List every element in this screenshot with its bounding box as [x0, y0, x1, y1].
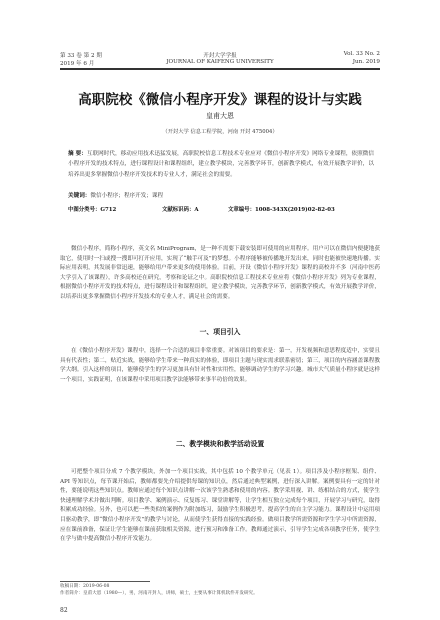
header-date-cn: 2019 年 6 月 [60, 61, 95, 67]
abstract-label: 摘 要： [68, 151, 87, 157]
section-heading-1: 一、项目引入 [199, 328, 241, 336]
running-header-line-1 [60, 51, 380, 59]
footnote-author-bio: 作者简介：皇甫大恩（1980—），男，河南开封人，讲师，硕士，主要从事计算机软件开发研究。 [60, 591, 258, 596]
header-volume-en: Vol. 33 No. 2 [343, 51, 380, 57]
footnote-rule [60, 581, 150, 582]
section-2-paragraph: 可把整个项目分成 7 个教学模块，外加一个项目实战，其中包括 10 个教学单元（见表 1）。项目涉及小程序框架、组件、API 等知识点，每节课开始后，教师都要先介绍提供每课的知识点，然后通过典型案例，进行深入讲解。案例要具有一定的针对性，要能说明这些知识点。教师应通过每个知识点讲解一次该学生熟悉和使用的内容。教学采用视、讲、练相结合的方式，使学生快速理解学术并做出判断。项目教学、案例演示、反复练习、课堂讲解等，让学生相互独立完成每个项目，开展学习与研究，取得积累成功经验。另外，也可以把一些类似的案例作为附加练习，鼓励学生积极思考，提高学生的自主学习能力。课程设计中运用项目驱动教学，即“微信小程序开发”的教学与讨论，从而使学生获得直接的实践经验。做项目教学所需资源和学生学习中所需资源，应在课前准备，保证让学生能够在课前获取相关资源，进行预习和准备工作。教师通过演示，引导学生完成各项教学任务，使学生在学与做中提高微信小程序开发能力。 [60, 469, 380, 543]
document-code: 文献标识码：A [162, 207, 199, 213]
paper-title: 高职院校《微信小程序开发》课程的设计与实践 [78, 92, 362, 108]
keywords-block [68, 191, 374, 201]
keywords-text: 微信小程序；程序开发；课程 [90, 193, 164, 199]
clc-number: 中图分类号：G712 [68, 207, 117, 213]
abstract-block [68, 149, 374, 180]
author-name: 皇甫大恩 [206, 112, 234, 120]
abstract-text: 互联网时代，移动应用技术迅猛发展，高职院校信息工程技术专业应对《微信小程序开发》网络专业课程，依照微信小程序开发的技术特点，进行课程设计和课程组织，建立教学模块，完善教学环节，创新教学模式，有效开展教学评价，以培养出更多掌握微信小程序开发技术的专业人才，满足社会的需要。 [68, 151, 374, 178]
running-header-line-2 [60, 59, 380, 67]
section-1-paragraph: 在《微信小程序开发》课程中，选择一个合适的项目非常重要。对该项目的要求是：第一，开发视频和意思程度适中，实要且具有代表性；第二，贴近实战，能够给学生带来一种真实的体验，即项目主题与现实需求联系密切；第三，项目的内容涵盖课程教学大纲。引入这样的项目，能够使学生的学习更加具有针对性和实用性，能够调动学生的学习兴趣。城市大气质量小程序就是这样一个项目，实践证明，在该课程中采用项目教学法能够带来事半功倍的效果。 [60, 348, 380, 383]
page-number: 82 [60, 607, 68, 614]
header-rule-bottom [60, 69, 380, 70]
header-journal-cn: 开封大学学报 [203, 53, 237, 59]
header-volume: 第 33 卷 第 2 期 [60, 53, 102, 59]
footnote-received: 收稿日期：2019-06-08 [60, 584, 110, 589]
section-heading-2: 二、教学模块和教学活动设置 [175, 440, 265, 448]
keywords-label: 关键词： [68, 193, 91, 199]
header-journal-en: JOURNAL OF KAIFENG UNIVERSITY [166, 59, 274, 65]
article-number: 文章编号：1008-343X(2019)02-82-03 [228, 207, 335, 213]
header-date-en: Jun. 2019 [352, 59, 380, 65]
author-affiliation: （开封大学 信息工程学院，河南 开封 475004） [162, 129, 278, 135]
intro-paragraph: 微信小程序，简称小程序，英文名 MiniProgram，是一种不需要下载安装即可使用的应用程序。用户可以在微信内便捷地获取它，使用时一扫或搜一搜即可打开应用，实现了“触手可及”的梦想。小程序能够被传播地开发出来，同时也能被快速地传播。实际应用表明，其发展非常迅速，能够给用户带来更多的使用体验。目前，开设《微信小程序开发》课程的高校并不多（河南中医药大学引入了该课程），许多高校还在研究，考察和论证之中。高职院校信息工程技术专业应将《微信小程序开发》列为专业课程，根据微信小程序开发的技术特点，进行课程设计和课程组织，建立教学模块，完善教学环节，创新教学模式，有效开展教学评价，以培养出更多掌握微信小程序开发技术的专业人才，满足社会的需要。 [60, 246, 380, 300]
